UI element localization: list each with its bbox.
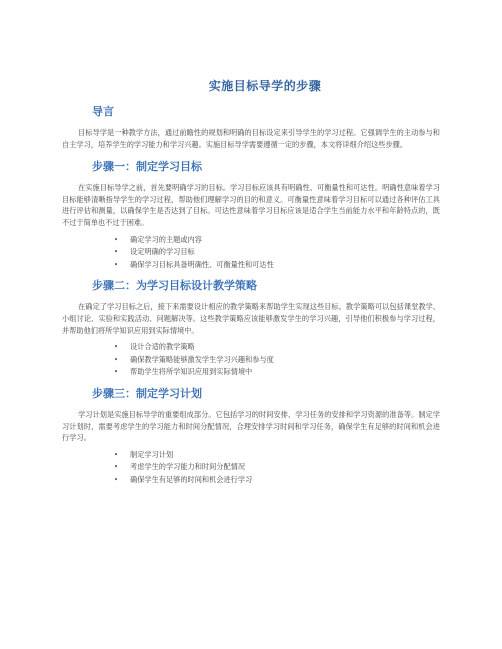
- list-item-text: 确保教学策略能够激发学生学习兴趣和参与度: [130, 354, 274, 364]
- list-item-text: 帮助学生将所学知识应用到实际情境中: [130, 367, 253, 377]
- list-item-text: 确保学习目标具备明确性、可衡量性和可达性: [130, 259, 274, 269]
- step3-heading: 步骤三：制定学习计划: [92, 386, 202, 400]
- intro-heading: 导言: [92, 105, 114, 118]
- list-item: [62, 341, 440, 354]
- list-item: [62, 461, 440, 474]
- list-item: [62, 366, 440, 379]
- bullet-icon: •: [114, 343, 119, 352]
- bullet-icon: •: [114, 475, 119, 484]
- step1-heading: 步骤一：制定学习目标: [92, 160, 202, 174]
- section-step2: [62, 278, 440, 379]
- list-item-text: 考虑学生的学习能力和时间分配情况: [130, 462, 246, 472]
- bullet-icon: •: [114, 355, 119, 364]
- intro-paragraph: 目标导学是一种教学方法，通过前瞻性的规划和明确的目标设定来引导学生的学习过程。它强调学生的主动参与和自主学习，培养学生的学习能力和学习兴趣。实施目标导学需要遵循一定的步骤，本文将详细介绍这些步骤。: [62, 128, 440, 149]
- list-item-text: 制定学习计划: [130, 449, 174, 459]
- bullet-icon: •: [114, 235, 119, 244]
- bullet-icon: •: [114, 450, 119, 459]
- step2-heading: 步骤二：为学习目标设计教学策略: [92, 279, 257, 293]
- step3-bullet-list: [62, 449, 440, 487]
- step3-paragraph: 学习计划是实施目标导学的重要组成部分。它包括学习的时间安排、学习任务的安排和学习资源的准备等。制定学习计划时，需要考虑学生的学习能力和时间分配情况，合理安排学习时间和学习任务，确保学生有足够的时间和机会进行学习。: [62, 409, 440, 443]
- list-item-text: 设计合适的教学策略: [130, 342, 195, 352]
- step2-paragraph: 在确定了学习目标之后，接下来需要设计相应的教学策略来帮助学生实现这些目标。教学策略可以包括课堂教学、小组讨论、实验和实践活动、问题解决等。这些教学策略应该能够激发学生的学习兴趣，引导他们积极参与学习过程，并帮助他们将所学知识应用到实际情境中。: [62, 302, 440, 335]
- section-intro: [62, 104, 440, 150]
- bullet-icon: •: [114, 260, 119, 269]
- step1-bullet-list: [62, 234, 440, 272]
- list-item: [62, 234, 440, 247]
- document-title: 实施目标导学的步骤: [208, 79, 322, 93]
- bullet-icon: •: [114, 248, 119, 257]
- list-item-text: 设定明确的学习目标: [130, 247, 195, 257]
- list-item: [62, 474, 440, 487]
- list-item: [62, 354, 440, 367]
- list-item: [62, 449, 440, 462]
- section-step3: [62, 386, 440, 487]
- list-item: [62, 246, 440, 259]
- bullet-icon: •: [114, 463, 119, 472]
- list-item: [62, 259, 440, 272]
- step1-paragraph: 在实施目标导学之前，首先要明确学习的目标。学习目标应该具有明确性、可衡量性和可达性。明确性意味着学习目标能够清晰指导学生的学习过程，帮助他们理解学习的目的和意义。可衡量性意味着学习目标可以通过各种评估工具进行评估和测量，以确保学生是否达到了目标。可达性意味着学习目标应该是适合学生当前能力水平和年龄特点的，既不过于简单也不过于困难。: [62, 183, 440, 227]
- step2-bullet-list: [62, 341, 440, 379]
- list-item-text: 确定学习的主题或内容: [130, 234, 202, 244]
- bullet-icon: •: [114, 368, 119, 377]
- list-item-text: 确保学生有足够的时间和机会进行学习: [130, 474, 253, 484]
- section-step1: [62, 159, 440, 271]
